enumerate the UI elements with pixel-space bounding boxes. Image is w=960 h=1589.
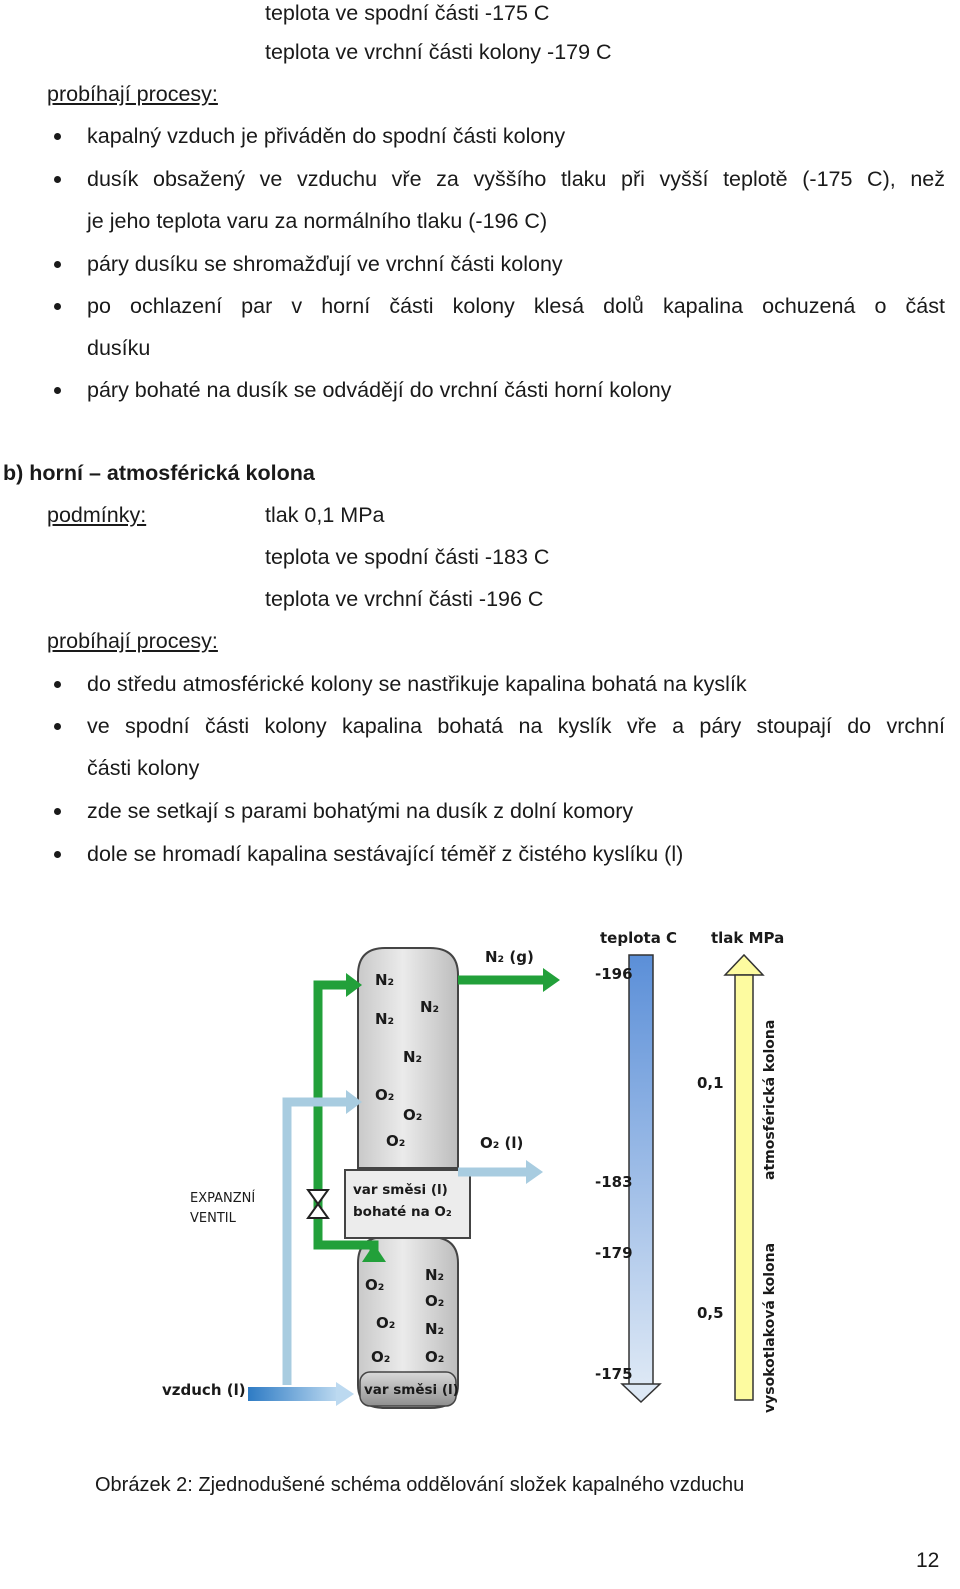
temp-value: -196: [595, 965, 633, 983]
valve-icon: [308, 1190, 328, 1204]
b-bullet-3: zde se setkají s parami bohatými na dusík z dolní komory: [87, 799, 634, 823]
mid-label-1: var směsi (l): [353, 1182, 448, 1198]
page-number: 12: [916, 1549, 940, 1572]
upper-label: O₂: [403, 1106, 423, 1124]
air-liquid-label: vzduch (l): [162, 1381, 246, 1399]
lower-label: O₂: [376, 1314, 396, 1332]
n2-out-arrowhead: [543, 968, 560, 992]
upper-label: N₂: [403, 1048, 423, 1066]
pressure-arrowhead: [725, 955, 763, 975]
top-bullet-4-line2: dusíku: [87, 336, 151, 360]
top-bullet-4-line1: po ochlazení par v horní části kolony klesá dolů kapalina ochuzená o část: [87, 294, 945, 318]
temp-value: -175: [595, 1365, 633, 1383]
temp-bar: [629, 955, 653, 1385]
atm-column-label: atmosférická kolona: [762, 1019, 778, 1180]
b-bullet-2-line1: ve spodní části kolony kapalina bohatá na kyslík vře a páry stoupají do vrchní: [87, 714, 945, 738]
valve-icon-lower: [308, 1204, 328, 1218]
air-input-arrowhead: [336, 1382, 354, 1406]
top-bullet-5: páry bohaté na dusík se odvádějí do vrchní části horní kolony: [87, 378, 672, 402]
upper-label: O₂: [386, 1132, 406, 1150]
conditions-label: podmínky:: [47, 503, 147, 527]
upper-label: N₂: [375, 1010, 395, 1028]
pressure-bar: [735, 975, 753, 1400]
lower-label: N₂: [425, 1320, 445, 1338]
pressure-header: tlak MPa: [711, 929, 785, 947]
b-bullet-2-line2: části kolony: [87, 756, 200, 780]
lower-label: O₂: [425, 1292, 445, 1310]
air-input-arrow: [248, 1387, 338, 1401]
upper-label: O₂: [375, 1086, 395, 1104]
o2-out-arrowhead: [526, 1160, 543, 1184]
top-temp-top: teplota ve vrchní části kolony -179 C: [265, 40, 612, 64]
top-bullet-2-line1: dusík obsažený ve vzduchu vře za vyššího tlaku při vyšší teplotě (-175 C), než: [87, 167, 945, 191]
pressure-value: 0,1: [697, 1074, 724, 1092]
temp-arrowhead: [622, 1384, 660, 1402]
figure-caption: Obrázek 2: Zjednodušené schéma oddělování složek kapalného vzduchu: [95, 1474, 745, 1496]
pressure-condition: tlak 0,1 MPa: [265, 503, 385, 527]
b-bullet-1: do středu atmosférické kolony se nastřikuje kapalina bohatá na kyslík: [87, 672, 747, 696]
top-bullet-2-line2: je jeho teplota varu za normálního tlaku (-196 C): [87, 209, 548, 233]
upper-label: N₂: [375, 971, 395, 989]
top-bullet-1: kapalný vzduch je přiváděn do spodní části kolony: [87, 124, 566, 148]
pressure-value: 0,5: [697, 1304, 724, 1322]
temp-value: -183: [595, 1173, 633, 1191]
lower-label: O₂: [371, 1348, 391, 1366]
section-b-heading: b) horní – atmosférická kolona: [3, 461, 315, 485]
top-processes-label: probíhají procesy:: [47, 82, 218, 106]
expansion-valve-label-2: VENTIL: [190, 1211, 236, 1226]
b-bullet-4: dole se hromadí kapalina sestávající téměř z čistého kyslíku (l): [87, 842, 684, 866]
temp-value: -179: [595, 1244, 633, 1262]
mid-label-2: bohaté na O₂: [353, 1204, 452, 1220]
lower-label: N₂: [425, 1266, 445, 1284]
temp-bottom-condition: teplota ve spodní části -183 C: [265, 545, 550, 569]
upper-label: N₂: [420, 998, 440, 1016]
bottom-label: var směsi (l): [364, 1382, 459, 1398]
temp-top-condition: teplota ve vrchní části -196 C: [265, 587, 544, 611]
n2-gas-label: N₂ (g): [485, 948, 534, 966]
o2-liquid-label: O₂ (l): [480, 1134, 524, 1152]
temp-header: teplota C: [600, 929, 678, 947]
top-bullet-3: páry dusíku se shromažďují ve vrchní části kolony: [87, 252, 563, 276]
lower-label: O₂: [425, 1348, 445, 1366]
expansion-valve-label: EXPANZNÍ: [190, 1191, 256, 1206]
top-temp-bottom: teplota ve spodní části -175 C: [265, 1, 550, 25]
lower-label: O₂: [365, 1276, 385, 1294]
processes-label-b: probíhají procesy:: [47, 629, 218, 653]
hp-column-label: vysokotlaková kolona: [762, 1242, 778, 1413]
